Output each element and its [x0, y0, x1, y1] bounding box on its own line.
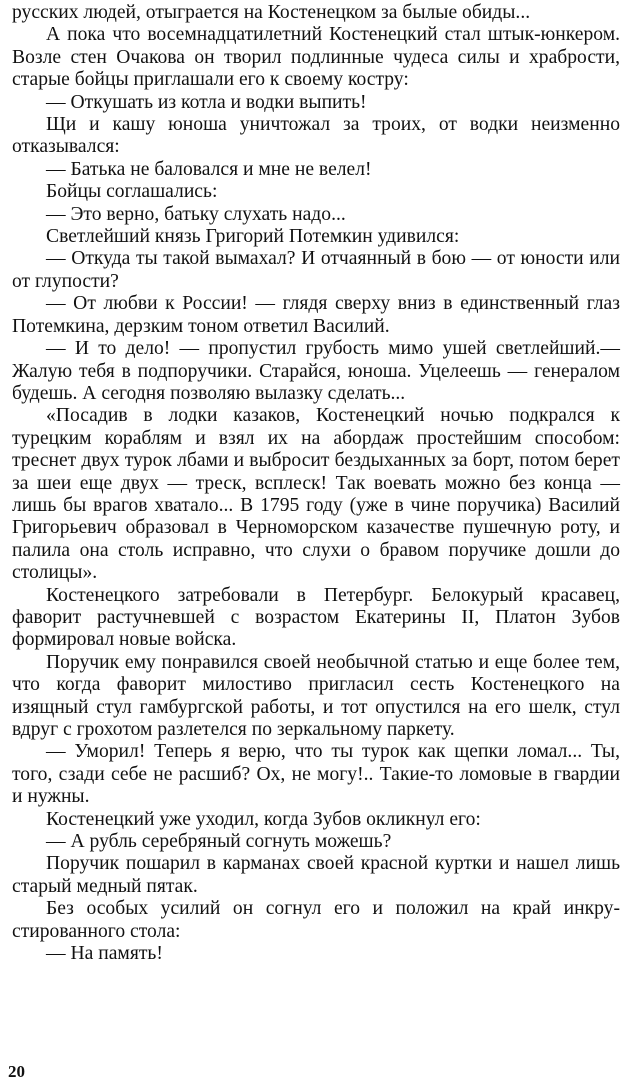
page-body-text — [12, 2, 620, 965]
paragraph: Щи и кашу юноша уничтожал за троих, от водки неизменно отказывался: — [12, 114, 620, 158]
paragraph: Светлейший князь Григорий Потемкин удивился: — [46, 226, 460, 248]
paragraph-dialogue: — А рубль серебряный согнуть можешь? — [46, 831, 392, 853]
paragraph-dialogue: — На память! — [46, 943, 163, 965]
paragraph: Поручик пошарил в карманах своей красной куртки и нашел лишь старый медный пятак. — [12, 853, 620, 897]
paragraph-dialogue: — Откуда ты такой вымахал? И отчаянный в бою — от юности или от глупости? — [12, 248, 620, 292]
paragraph: А пока что восемнадцатилетний Костенецкий стал штык-юнкером. Возле стен Очакова он творил подлинные чудеса силы и храбрости, старые бойцы приглашали его к своему костру: — [12, 24, 620, 91]
paragraph-dialogue: — Это верно, батьку слухать надо... — [46, 203, 346, 225]
paragraph-continuation: русских людей, отыграется на Костенецком за былые обиды... — [12, 2, 531, 23]
paragraph: Бойцы соглашались: — [46, 181, 218, 203]
paragraph: Костенецкий уже уходил, когда Зубов окликнул его: — [46, 808, 481, 830]
page-number: 20 — [8, 1062, 25, 1081]
paragraph-dialogue: — От любви к России! — глядя сверху вниз в единственный глаз Потемкина, дерзким тоном ответил Василий. — [12, 293, 620, 337]
paragraph-dialogue: — И то дело! — пропустил грубость мимо ушей светлейший.— Жалую тебя в подпоручики. Старайся, юноша. Уцелеешь — генералом будешь. А сегодня позволяю вылазку сделать... — [12, 338, 620, 404]
paragraph: Без особых усилий он согнул его и положил на край инкрустированного стола: — [12, 898, 620, 942]
paragraph-dialogue: — Откушать из котла и водки выпить! — [46, 91, 367, 113]
paragraph-dialogue: — Уморил! Теперь я верю, что ты турок как щепки ломал... Ты, того, сзади себе не расшиб? Ох, не могу!.. Такие-то ломовые в гвардии и нужны. — [12, 741, 620, 808]
paragraph: Костенецкого затребовали в Петербург. Белокурый красавец, фаворит растучневшей с возрастом Екатерины II, Платон Зубов формировал новые войска. — [12, 584, 620, 651]
paragraph-quote: «Посадив в лодки казаков, Костенецкий ночью подкрался к турецким кораблям и взял их на абордаж простейшим способом: треснет двух турок лбами и выбросит бездыханных за борт, потом берет за шеи еще двух — треск, всплеск! Так воевать можно без конца — лишь бы врагов хватало... В 1795 году (уже в чине поручика) Василий Григорьевич образовал в Черноморском казачестве пушечную роту, и палила она столь исправно, что слухи о бравом поручике дошли до столицы». — [12, 405, 620, 584]
paragraph: Поручик ему понравился своей необычной статью и еще более тем, что когда фаворит милостиво пригласил сесть Костенецкого на изящный стул гамбургской работы, и тот опустился на его шелк, стул вдруг с грохотом разлетелся по зеркальному паркету. — [12, 651, 620, 740]
paragraph-dialogue: — Батька не баловался и мне не велел! — [46, 158, 372, 180]
